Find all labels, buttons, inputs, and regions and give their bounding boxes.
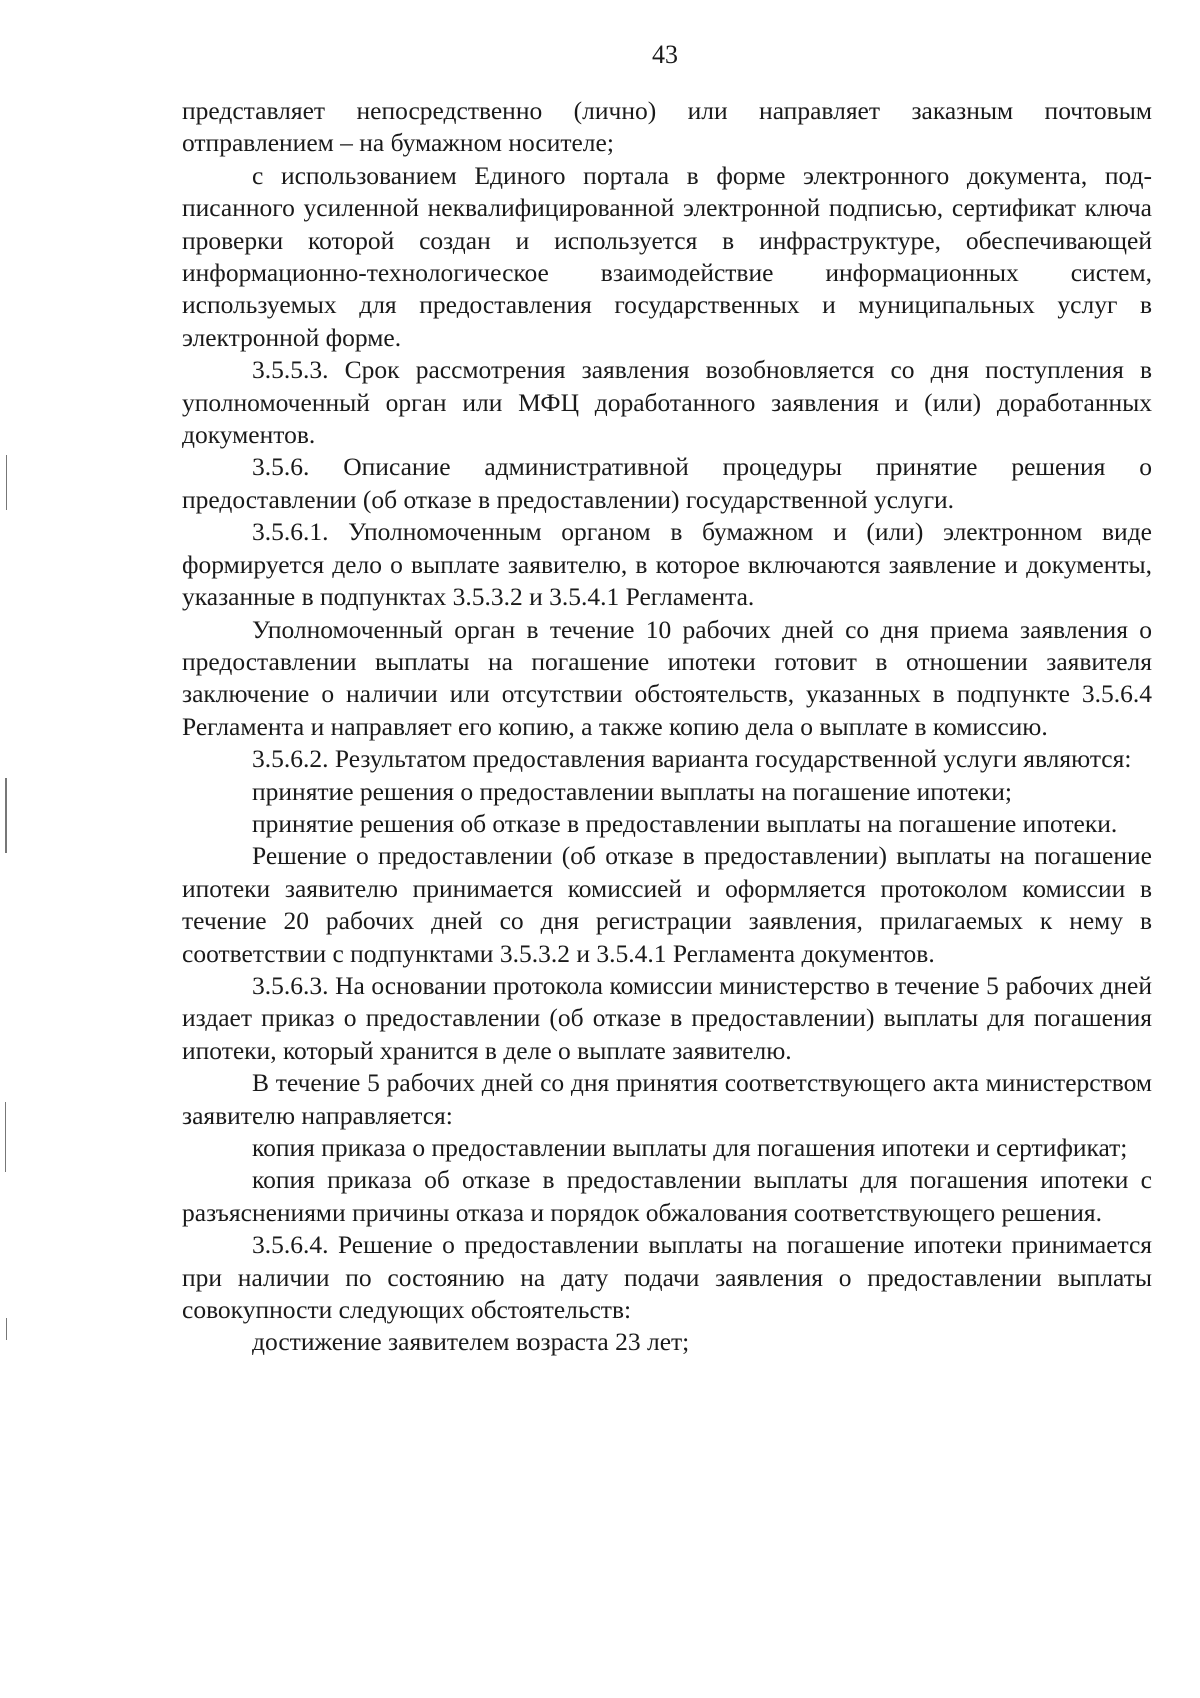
paragraph: с использованием Единого портала в форме электронного документа, подписанного усиленной неквалифицированной электронной подписью, сертификат ключа проверки которой создан и используется в инфраструктуре, обеспечивающей информационно-технологическое взаимодействие информационных систем, используемых для предоставления государственных и муниципальных услуг в электронной форме. xyxy=(182,160,1152,352)
paragraph: Решение о предоставлении (об отказе в предоставлении) выплаты на погашение ипотеки заявителю принимается комиссией и оформляется протоколом комиссии в течение 20 рабочих дней со дня регистрации заявления, прилагаемых к нему в соответствии с подпунктами 3.5.3.2 и 3.5.4.1 Регламента документов. xyxy=(182,841,1152,968)
document-body xyxy=(182,95,1152,1359)
scan-artifact xyxy=(6,455,7,510)
paragraph: 3.5.6.1. Уполномоченным органом в бумажном и (или) электронном виде формируется дело о выплате заявителю, в которое включаются заявление и документы, указанные в подпунктах 3.5.3.2 и 3.5.4.1 Регламента. xyxy=(182,517,1152,612)
paragraph: В течение 5 рабочих дней со дня принятия соответствующего акта министерством заявителю направляется: xyxy=(182,1068,1152,1130)
scan-artifact xyxy=(6,1318,7,1340)
paragraph: достижение заявителем возраста 23 лет; xyxy=(252,1327,690,1357)
paragraph: 3.5.6.4. Решение о предоставлении выплаты на погашение ипотеки принимается при наличии по состоянию на дату подачи заявления о предоставлении выплаты совокупности следующих обстоятельств: xyxy=(182,1230,1152,1325)
paragraph: представляет непосредственно (лично) или направляет заказным почтовым отправлением – на бумажном носителе; xyxy=(182,96,1152,158)
scan-artifact xyxy=(5,778,7,853)
paragraph: принятие решения об отказе в предоставлении выплаты на погашение ипотеки. xyxy=(252,808,1118,838)
paragraph: копия приказа об отказе в предоставлении выплаты для погашения ипотеки с разъяснениями причины отказа и порядок обжалования соответствующего решения. xyxy=(182,1165,1152,1227)
paragraph: копия приказа о предоставлении выплаты для погашения ипотеки и сертификат; xyxy=(252,1133,1128,1162)
paragraph: 3.5.6. Описание административной процедуры принятие решения о предоставлении (об отказе в предоставлении) государственной услуги. xyxy=(182,452,1152,514)
paragraph: 3.5.6.2. Результатом предоставления варианта государственной услуги являются: xyxy=(252,744,1132,774)
page-number: 43 xyxy=(652,40,678,69)
paragraph: 3.5.6.3. На основании протокола комиссии министерство в течение 5 рабочих дней издает приказ о предоставлении (об отказе в предоставлении) выплаты для погашения ипотеки, который хранится в деле о выплате заявителю. xyxy=(182,970,1152,1065)
paragraph: Уполномоченный орган в течение 10 рабочих дней со дня приема заявления о предоставлении выплаты на погашение ипотеки готовит в отношении заявителя заключение о наличии или отсутствии обстоятельств, указанных в подпункте 3.5.6.4 Регламента и направляет его копию, а также копию дела о выплате в комиссию. xyxy=(182,614,1152,741)
paragraph: 3.5.5.3. Срок рассмотрения заявления возобновляется со дня поступления в уполномоченный орган или МФЦ доработанного заявления и (или) доработанных документов. xyxy=(182,355,1152,450)
scan-artifact xyxy=(5,1102,6,1172)
paragraph: принятие решения о предоставлении выплаты на погашение ипотеки; xyxy=(252,776,1012,806)
